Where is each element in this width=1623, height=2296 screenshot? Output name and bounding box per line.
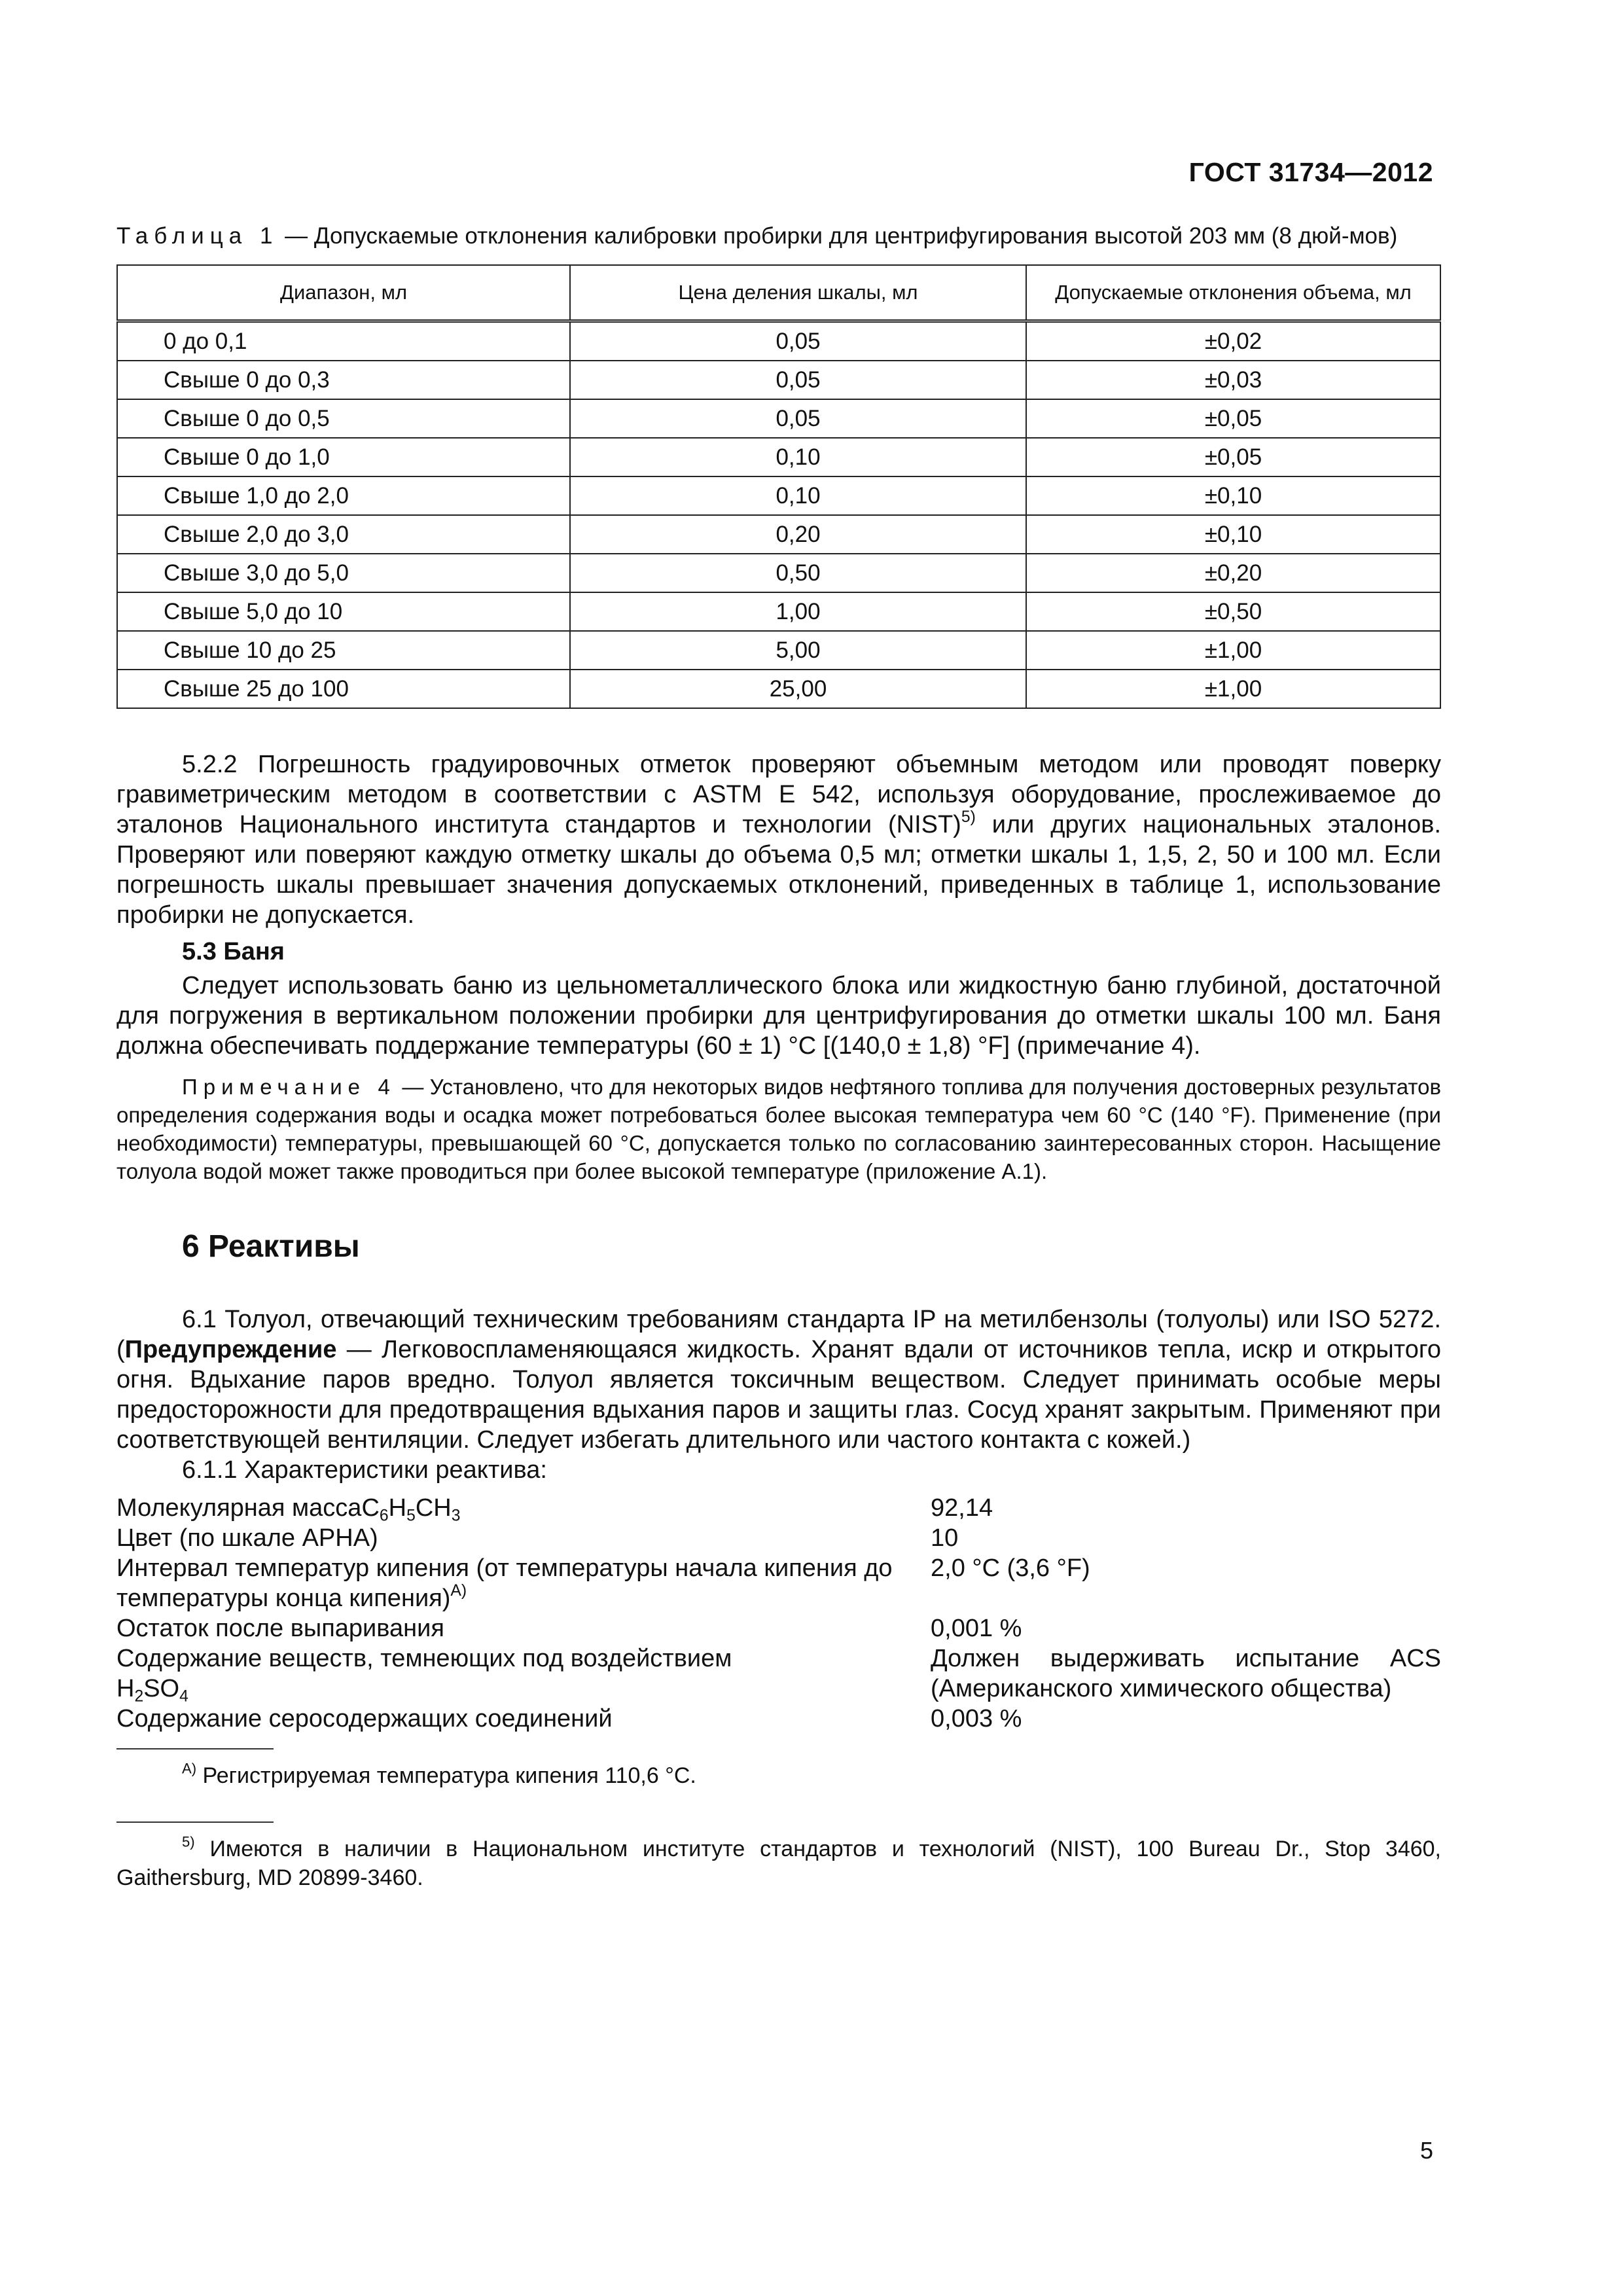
cell-tolerance: ±0,10: [1026, 515, 1440, 554]
formula-part: H: [116, 1675, 135, 1702]
cell-tolerance: ±0,10: [1026, 476, 1440, 515]
paragraph-5-2-2: [116, 749, 1441, 930]
formula-part: SO: [143, 1675, 180, 1702]
char-value: 0,001 %: [931, 1615, 1022, 1642]
formula-sub: 2: [134, 1687, 144, 1706]
char-row: [116, 1704, 1441, 1734]
char-value: 2,0 °С (3,6 °F): [931, 1554, 1090, 1582]
paragraph-5-3: Следует использовать баню из цельнометаллического блока или жидкостную баню глубиной, достаточной для погружения в вертикальном положении пробирки для центрифугирования до отметки шкалы 100 мл. Баня должна обеспечивать поддержание температуры (60 ± 1) °С [(140,0 ± 1,8) °F] (примечание 4).: [116, 972, 1441, 1060]
cell-range: Свыше 0 до 1,0: [117, 438, 570, 476]
footnote-divider: [116, 1748, 274, 1749]
cell-range: Свыше 2,0 до 3,0: [117, 515, 570, 554]
char-name-text: Интервал температур кипения (от температуры начала кипения до температуры конца кипения): [116, 1554, 893, 1612]
char-value: 92,14: [931, 1494, 993, 1522]
table-row: [117, 399, 1440, 438]
paragraph-5-2-2-text-b: или других национальных эталонов. Проверяют или поверяют каждую отметку шкалы до объема 0,5 мл; отметки шкалы 1, 1,5, 2, 50 и 100 мл. Если погрешность шкалы превышает значения допускаемых отклонений, приведенных в таблице 1, использование пробирки не допускается.: [116, 811, 1442, 929]
footnote-a-text: Регистрируемая температура кипения 110,6 °С.: [196, 1763, 696, 1788]
cell-range: Свыше 10 до 25: [117, 631, 570, 670]
cell-range: Свыше 0 до 0,5: [117, 399, 570, 438]
formula-part: CH: [415, 1494, 452, 1522]
cell-tolerance: ±0,05: [1026, 399, 1440, 438]
formula-sub: 3: [451, 1507, 461, 1525]
heading-section-6: 6 Реактивы: [182, 1229, 360, 1264]
reagent-characteristics: [116, 1493, 1441, 1734]
cell-range: Свыше 0 до 0,3: [117, 361, 570, 399]
char-name: Содержание серосодержащих соединений: [116, 1705, 613, 1732]
table-row: [117, 554, 1440, 592]
char-name: [116, 1493, 902, 1523]
char-row: [116, 1553, 1441, 1613]
table-row: [117, 438, 1440, 476]
cell-division: 0,10: [570, 476, 1026, 515]
calibration-table: [116, 264, 1441, 709]
table-row: [117, 631, 1440, 670]
table-caption: [116, 223, 1441, 250]
char-name: Остаток после выпаривания: [116, 1615, 444, 1642]
formula-part: C: [361, 1494, 380, 1522]
table-row: [117, 515, 1440, 554]
paragraph-5-2-2-text-a: 5.2.2 Погрешность градуировочных отметок проверяют объемным методом или проводят поверку гравиметрическим методом в соответствии с ASTM E 542, используя оборудование, прослеживаемое до эталонов Национального института стандартов и технологии (NIST): [116, 751, 1441, 838]
paragraph-6-1: [116, 1304, 1441, 1455]
cell-range: Свыше 3,0 до 5,0: [117, 554, 570, 592]
note-4-label: Примечание 4: [182, 1075, 396, 1099]
cell-division: 0,50: [570, 554, 1026, 592]
formula-sub: 6: [379, 1507, 389, 1525]
footnote-divider: [116, 1821, 274, 1823]
char-value: Должен выдерживать испытание ACS (Американского химического общества): [931, 1645, 1441, 1702]
cell-tolerance: ±0,03: [1026, 361, 1440, 399]
char-name-text: Молекулярная масса: [116, 1494, 362, 1522]
page-content: [116, 223, 1441, 1892]
char-row: [116, 1613, 1441, 1643]
formula-sub: 5: [406, 1507, 416, 1525]
toluene-formula: [361, 1494, 461, 1525]
cell-tolerance: ±0,50: [1026, 592, 1440, 631]
paragraph-6-1-1: 6.1.1 Характеристики реактива:: [182, 1456, 547, 1484]
footnote-5-mark: 5): [182, 1833, 195, 1850]
char-name: [116, 1553, 902, 1613]
char-row: [116, 1643, 1441, 1704]
sulfuric-acid-formula: [116, 1675, 188, 1706]
cell-range: Свыше 25 до 100: [117, 670, 570, 708]
cell-division: 0,05: [570, 361, 1026, 399]
heading-5-3: 5.3 Баня: [182, 938, 285, 965]
cell-division: 1,00: [570, 592, 1026, 631]
cell-tolerance: ±0,05: [1026, 438, 1440, 476]
table-caption-text: — Допускаемые отклонения калибровки пробирки для центрифугирования высотой 203 мм (8 дюй-мов): [278, 223, 1398, 249]
cell-division: 0,10: [570, 438, 1026, 476]
table-row: [117, 361, 1440, 399]
cell-division: 0,05: [570, 321, 1026, 361]
cell-tolerance: ±1,00: [1026, 631, 1440, 670]
footnote-a-mark: A): [182, 1760, 197, 1777]
warning-label: Предупреждение: [124, 1336, 337, 1363]
cell-range: Свыше 5,0 до 10: [117, 592, 570, 631]
standard-code: ГОСТ 31734—2012: [1188, 157, 1433, 187]
table-header-row: [117, 265, 1440, 321]
footnote-5-text: Имеются в наличии в Национальном институте стандартов и технологий (NIST), 100 Bureau Dr., Stop 3460, Gaithersburg, MD 20899-3460.: [116, 1837, 1441, 1890]
char-name: [116, 1643, 902, 1704]
footnote-a: [116, 1761, 1441, 1790]
note-4-text: — Установлено, что для некоторых видов нефтяного топлива для получения достоверных результатов определения содержания воды и осадка может потребоваться более высокая температура чем 60 °С (140 °F). Применение (при необходимости) температуры, превышающей 60 °С, допускается только по согласованию заинтересованных сторон. Насыщение толуола водой может также проводиться при более высокой температуре (приложение А.1).: [116, 1075, 1442, 1183]
footnote-ref-a: A): [450, 1581, 467, 1600]
formula-sub: 4: [179, 1687, 188, 1706]
cell-range: Свыше 1,0 до 2,0: [117, 476, 570, 515]
cell-range: 0 до 0,1: [117, 321, 570, 361]
cell-division: 0,05: [570, 399, 1026, 438]
cell-tolerance: ±0,02: [1026, 321, 1440, 361]
table-caption-label: Таблица 1: [116, 223, 279, 249]
char-value: 10: [931, 1524, 959, 1552]
footnote-5: [116, 1835, 1441, 1892]
cell-division: 5,00: [570, 631, 1026, 670]
note-4: [116, 1073, 1441, 1185]
formula-part: H: [388, 1494, 407, 1522]
table-row: [117, 670, 1440, 708]
table-row: [117, 476, 1440, 515]
section-6-body: [116, 1304, 1441, 1892]
table-row: [117, 321, 1440, 361]
cell-tolerance: ±0,20: [1026, 554, 1440, 592]
char-row: [116, 1523, 1441, 1553]
paragraph-6-1-text-b: — Легковоспламеняющаяся жидкость. Хранят вдали от источников тепла, искр и открытого огня. Вдыхание паров вредно. Толуол является токсичным веществом. Следует принимать особые меры предосторожности для предотвращения вдыхания паров и защиты глаз. Сосуд хранят закрытым. Применяют при соответствующей вентиляции. Следует избегать длительного или частого контакта с кожей.): [116, 1336, 1441, 1454]
header-division: Цена деления шкалы, мл: [570, 265, 1026, 321]
paragraph-6-1-text-a: 6.1 Толуол, отвечающий техническим требованиям стандарта IP на метилбензолы (толуолы) или ISO 5272. (: [116, 1306, 1441, 1363]
char-value: 0,003 %: [931, 1705, 1022, 1732]
footnote-ref-5: 5): [961, 808, 976, 826]
table-row: [117, 592, 1440, 631]
char-name: Цвет (по шкале АРНА): [116, 1524, 378, 1552]
cell-tolerance: ±1,00: [1026, 670, 1440, 708]
header-range: Диапазон, мл: [117, 265, 570, 321]
cell-division: 25,00: [570, 670, 1026, 708]
page-number: 5: [1419, 2137, 1433, 2164]
header-tolerance: Допускаемые отклонения объема, мл: [1026, 265, 1440, 321]
cell-division: 0,20: [570, 515, 1026, 554]
char-name-text: Содержание веществ, темнеющих под воздействием: [116, 1645, 732, 1672]
char-row: [116, 1493, 1441, 1523]
